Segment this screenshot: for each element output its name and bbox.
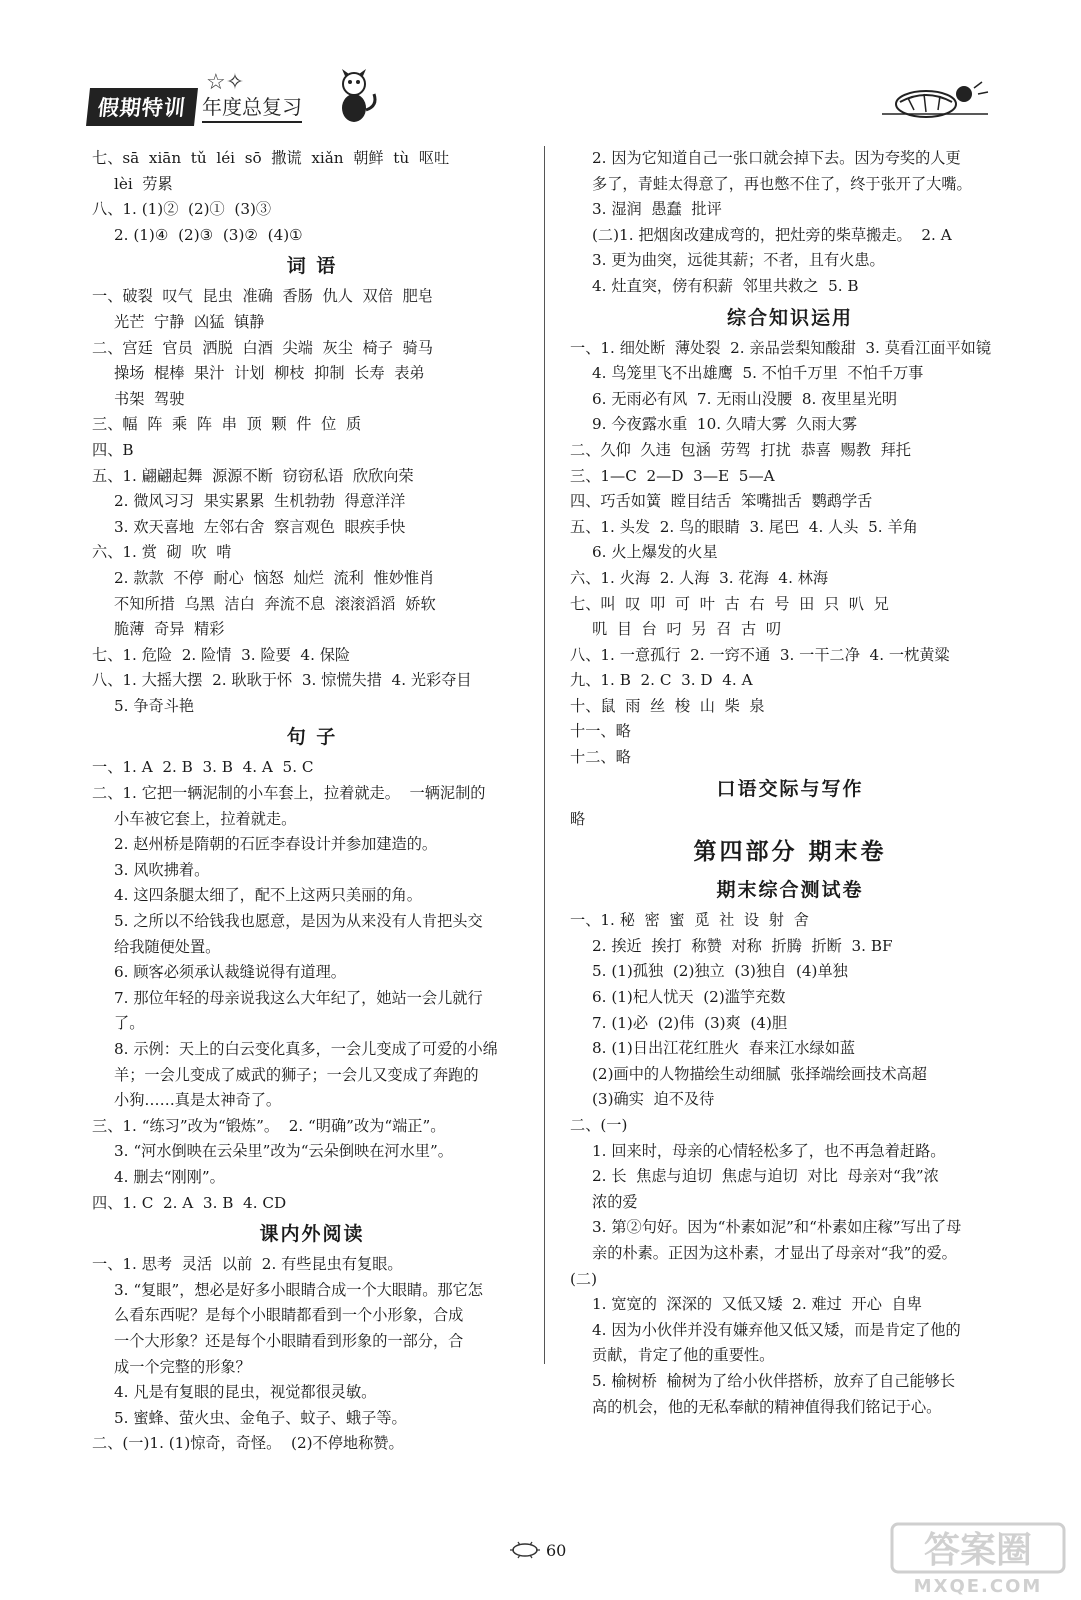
brand-subtitle: 年度总复习 <box>202 91 302 123</box>
answer-line: lèi 劳累 <box>114 174 173 193</box>
answer-line: 十、鼠 雨 丝 梭 山 柴 泉 <box>570 696 765 715</box>
answer-line: 5. (1)孤独 (2)独立 (3)独自 (4)单独 <box>592 962 848 981</box>
brand-title: 假期特训 <box>86 88 198 126</box>
answer-line: 2. (1)④ (2)③ (3)② (4)① <box>114 225 303 244</box>
answer-line: 4. 凡是有复眼的昆虫，视觉都很灵敏。 <box>114 1383 377 1402</box>
stars-icon: ☆✧ <box>206 70 245 95</box>
answer-line: (3)确实 迫不及待 <box>592 1090 715 1109</box>
answer-line: 8. (1)日出江花红胜火 春来江水绿如蓝 <box>592 1039 856 1058</box>
left-column <box>92 146 532 1457</box>
section-heading: 综合知识运用 <box>726 306 853 329</box>
answer-line: 九、1. B 2. C 3. D 4. A <box>570 671 753 690</box>
answer-line: 十二、略 <box>570 748 631 767</box>
answer-line: 四、巧舌如簧 瞠目结舌 笨嘴拙舌 鹦鹉学舌 <box>570 492 873 511</box>
answer-line: 一、破裂 叹气 昆虫 准确 香肠 仇人 双倍 肥皂 <box>92 287 433 306</box>
answer-line: 8. 示例：天上的白云变化真多，一会儿变成了可爱的小绵 <box>114 1040 498 1058</box>
answer-line: 二、(一)1. (1)惊奇，奇怪。 (2)不停地称赞。 <box>92 1434 404 1453</box>
answer-line: 六、1. 赏 砌 吹 啃 <box>92 543 232 562</box>
answer-line: 脆薄 奇异 精彩 <box>114 620 225 639</box>
answer-line: 小车被它套上，拉着就走。 <box>114 809 297 828</box>
page-header <box>88 70 993 132</box>
part-title: 第四部分 期末卷 <box>693 839 887 866</box>
answer-line: 4. 删去“刚刚”。 <box>114 1167 225 1186</box>
answer-line: 1. 回来时，母亲的心情轻松多了，也不再急着赶路。 <box>592 1141 946 1160</box>
answer-line: 操场 棍棒 果汁 计划 柳枝 抑制 长寿 表弟 <box>114 364 425 383</box>
answer-line: 书架 驾驶 <box>114 389 185 408</box>
answer-line: 4. 鸟笼里飞不出雄鹰 5. 不怕千万里 不怕千万事 <box>592 364 924 383</box>
answer-line: 么看东西呢？是每个小眼睛都看到一个小形象，合成 <box>114 1306 464 1325</box>
answer-line: 3. 欢天喜地 左邻右舍 察言观色 眼疾手快 <box>114 517 406 536</box>
section-heading: 期末综合测试卷 <box>716 879 864 902</box>
answer-line: 六、1. 火海 2. 人海 3. 花海 4. 林海 <box>570 568 829 587</box>
answer-line: 2. 挨近 挨打 称赞 对称 折腾 折断 3. BF <box>592 936 893 955</box>
answer-line: 4. 因为小伙伴并没有嫌弃他又低又矮，而是肯定了他的 <box>592 1320 961 1339</box>
section-heading: 口语交际与写作 <box>716 777 864 800</box>
answer-line: 小狗……真是太神奇了。 <box>114 1091 282 1110</box>
section-heading: 句 子 <box>286 726 338 749</box>
answer-line: 二、久仰 久违 包涵 劳驾 打扰 恭喜 赐教 拜托 <box>570 440 911 459</box>
answer-line: 5. 争奇斗艳 <box>114 696 195 715</box>
page-number <box>508 1540 566 1560</box>
answer-line: 3. 第②句好。因为“朴素如泥”和“朴素如庄稼”写出了母 <box>592 1218 962 1237</box>
answer-line: 3. 风吹拂着。 <box>114 860 210 879</box>
answer-line: 四、B <box>92 440 134 459</box>
answer-line: 贡献，肯定了他的重要性。 <box>592 1346 775 1365</box>
answer-line: 七、sā xiān tǔ léi sō 撒谎 xiǎn 朝鲜 tù 呕吐 <box>92 149 450 167</box>
column-divider <box>544 146 545 1364</box>
right-column <box>570 146 1010 1420</box>
answer-line: 不知所措 乌黑 洁白 奔流不息 滚滚滔滔 娇软 <box>114 594 436 613</box>
page-number-text: 60 <box>546 1540 567 1560</box>
svg-text:答案圈: 答案圈 <box>923 1530 1033 1571</box>
answer-line: 4. 这四条腿太细了，配不上这两只美丽的角。 <box>114 886 422 905</box>
section-heading: 课内外阅读 <box>259 1223 365 1246</box>
answer-line: 羊；一会儿变成了威武的狮子；一会儿又变成了奔跑的 <box>114 1065 479 1084</box>
answer-line: 三、1—C 2—D 3—E 5—A <box>570 466 775 485</box>
answer-line: 五、1. 头发 2. 鸟的眼睛 3. 尾巴 4. 人头 5. 羊角 <box>570 517 918 536</box>
answer-line: 3. 湿润 愚蠢 批评 <box>592 200 722 219</box>
answer-line: 9. 今夜露水重 10. 久晴大雾 久雨大雾 <box>592 415 858 434</box>
answer-line: 2. 赵州桥是隋朝的石匠李春设计并参加建造的。 <box>114 835 438 854</box>
answer-line: 1. 宽宽的 深深的 又低又矮 2. 难过 开心 自卑 <box>592 1295 922 1314</box>
answer-line: 3. “河水倒映在云朵里”改为“云朵倒映在河水里”。 <box>114 1142 453 1161</box>
answer-line: 十一、略 <box>570 722 631 741</box>
answer-line: (2)画中的人物描绘生动细腻 张择端绘画技术高超 <box>592 1064 927 1083</box>
answer-line: 八、1. 一意孤行 2. 一窍不通 3. 一干二净 4. 一枕黄粱 <box>570 645 950 664</box>
answer-line: 二、1. 它把一辆泥制的小车套上，拉着就走。 一辆泥制的 <box>92 784 486 803</box>
answer-line: (二) <box>570 1269 598 1288</box>
answer-line: 给我随便处置。 <box>114 937 221 956</box>
answer-line: 2. 因为它知道自己一张口就会掉下去。因为夸奖的人更 <box>592 149 961 167</box>
answer-line: 二、(一) <box>570 1116 628 1134</box>
answer-line: 三、幅 阵 乘 阵 串 顶 颗 件 位 质 <box>92 415 362 434</box>
answer-line: 四、1. C 2. A 3. B 4. CD <box>92 1193 287 1212</box>
answer-line: 5. 之所以不给钱我也愿意，是因为从来没有人肯把头交 <box>114 912 483 931</box>
answer-line: 一、1. 细处断 薄处裂 2. 亲品尝梨知酸甜 3. 莫看江面平如镜 <box>570 338 992 357</box>
answer-line: 7. 那位年轻的母亲说我这么大年纪了，她站一会儿就行 <box>114 988 483 1007</box>
answer-line: 2. 款款 不停 耐心 恼怒 灿烂 流利 惟妙惟肖 <box>114 568 435 587</box>
answer-line: 一、1. 秘 密 蜜 觅 社 设 射 舍 <box>570 911 809 930</box>
sun-ornament-icon <box>508 1540 542 1560</box>
answer-line: 6. 火上爆发的火星 <box>592 543 718 562</box>
answer-line: 二、宫廷 官员 洒脱 白酒 尖端 灰尘 椅子 骑马 <box>92 338 433 357</box>
answer-line: 一个大形象？还是每个小眼睛看到形象的一部分，合 <box>114 1331 464 1350</box>
answer-line: 五、1. 翩翩起舞 源源不断 窃窃私语 欣欣向荣 <box>92 466 414 485</box>
mascot-turtle-icon <box>878 80 993 122</box>
answer-line: 2. 长 焦虑与迫切 焦虑与迫切 对比 母亲对“我”浓 <box>592 1167 939 1186</box>
answer-line: 5. 蜜蜂、萤火虫、金龟子、蚊子、蛾子等。 <box>114 1408 407 1427</box>
answer-line: 6. (1)杞人忧天 (2)滥竽充数 <box>592 988 786 1007</box>
section-heading: 词 语 <box>286 255 338 278</box>
answer-line: 三、1. “练习”改为“锻炼”。 2. “明确”改为“端正”。 <box>92 1116 446 1135</box>
answer-line: 多了，青蛙太得意了，再也憋不住了，终于张开了大嘴。 <box>592 174 972 193</box>
answer-line: 略 <box>570 809 586 828</box>
answer-line: 七、叫 叹 叩 可 叶 古 右 号 田 只 叭 兄 <box>570 594 889 613</box>
svg-text:MXQE.COM: MXQE.COM <box>913 1576 1043 1597</box>
answer-line: 八、1. 大摇大摆 2. 耿耿于怀 3. 惊慌失措 4. 光彩夺目 <box>92 671 472 690</box>
answer-line: 浓的爱 <box>592 1192 638 1211</box>
answer-line: 八、1. (1)② (2)① (3)③ <box>92 200 272 219</box>
answer-line: 5. 榆树桥 榆树为了给小伙伴搭桥，放弃了自己能够长 <box>592 1371 956 1390</box>
answer-line: 了。 <box>114 1014 145 1033</box>
watermark-logo <box>888 1518 1068 1598</box>
answer-line: 4. 灶直突，傍有积薪 邻里共救之 5. B <box>592 276 859 295</box>
answer-line: 6. 顾客必须承认裁缝说得有道理。 <box>114 963 346 982</box>
answer-line: 亲的朴素。正因为这朴素，才显出了母亲对“我”的爱。 <box>592 1243 957 1262</box>
mascot-cat-icon <box>328 68 380 126</box>
answer-line: 一、1. 思考 灵活 以前 2. 有些昆虫有复眼。 <box>92 1255 403 1274</box>
answer-line: 成一个完整的形象？ <box>114 1357 251 1376</box>
answer-line: 6. 无雨必有风 7. 无雨山没腰 8. 夜里星光明 <box>592 389 898 408</box>
answer-line: (二)1. 把烟囱改建成弯的，把灶旁的柴草搬走。 2. A <box>592 225 952 244</box>
answer-line: 高的机会，他的无私奉献的精神值得我们铭记于心。 <box>592 1397 942 1416</box>
answer-line: 3. 更为曲突，远徙其薪；不者，且有火患。 <box>592 251 885 270</box>
answer-line: 七、1. 危险 2. 险情 3. 险要 4. 保险 <box>92 645 351 664</box>
answer-line: 一、1. A 2. B 3. B 4. A 5. C <box>92 758 314 777</box>
answer-line: 光芒 宁静 凶猛 镇静 <box>114 312 265 331</box>
answer-line: 2. 微风习习 果实累累 生机勃勃 得意洋洋 <box>114 492 406 511</box>
brand-banner <box>88 88 302 126</box>
answer-line: 3. “复眼”，想必是好多小眼睛合成一个大眼睛。那它怎 <box>114 1280 483 1299</box>
answer-line: 叽 目 台 叼 另 召 古 叨 <box>592 620 782 639</box>
answer-line: 7. (1)必 (2)伟 (3)爽 (4)胆 <box>592 1013 788 1032</box>
